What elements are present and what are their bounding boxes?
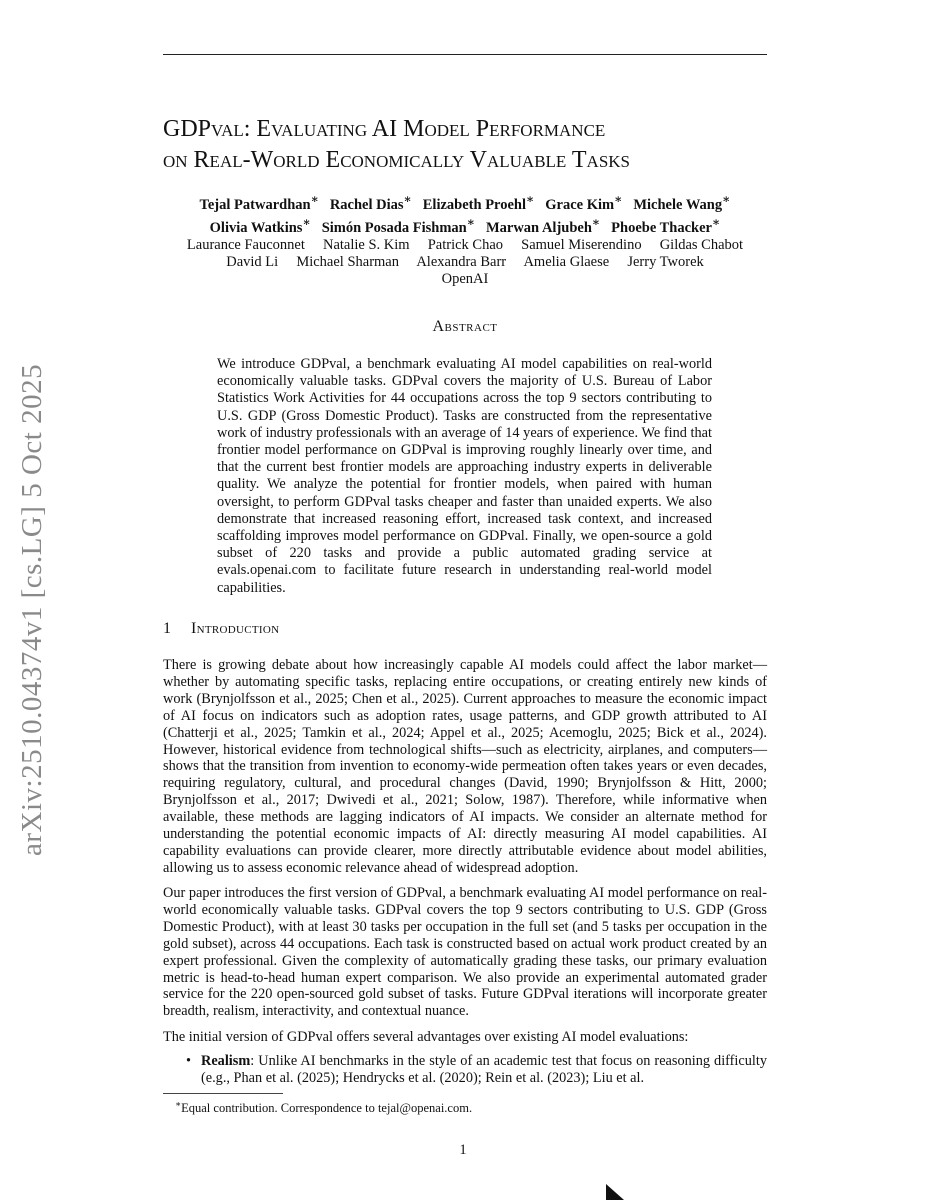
- section-number: 1: [163, 620, 172, 637]
- author-name: Michele Wang: [633, 196, 723, 213]
- intro-paragraph-1: There is growing debate about how increasingly capable AI models could affect the labor market—whether by automating specific tasks, replacing entire occupations, or creating entirely new kinds of work (Brynjolfsson et al., 2025; Chen et al., 2025). Current approaches to measure the economic impact of AI focus on indicators such as adoption rates, usage patterns, and GDP growth attributed to AI (Chatterji et al., 2025; Tamkin et al., 2024; Appel et al., 2025; Acemoglu, 2025; Bick et al., 2024). However, historical evidence from technological shifts—such as electricity, airplanes, and computers—shows that the transition from invention to economy-wide permeation often takes years or even decades, requiring regulatory, cultural, and procedural changes (David, 1990; Brynjolfsson & Hitt, 2000; Brynjolfsson et al., 2017; Dwivedi et al., 2021; Solow, 1987). Therefore, while informative when available, these methods are lagging indicators of AI impacts. We consider an alternate method for understanding the potential economic impacts of AI: directly measuring AI model capabilities. AI capability evaluations can provide clearer, more directly attributable evidence about model abilities, allowing us to assess economic relevance ahead of widespread adoption.: [163, 657, 767, 876]
- title-line-1: GDPval: Evaluating AI Model Performance: [163, 116, 606, 142]
- bullet-label: Realism: [201, 1053, 251, 1069]
- page-number: 1: [459, 1142, 467, 1158]
- author-name: Grace Kim: [545, 196, 615, 213]
- paper-title: [163, 114, 783, 176]
- author-row-4: [163, 254, 767, 271]
- footnote-marker: ∗: [175, 1099, 182, 1109]
- footnote-rule: [163, 1093, 283, 1094]
- author-name: Laurance Fauconnet: [186, 236, 305, 253]
- title-line-2: on Real-World Economically Valuable Tasks: [163, 147, 631, 173]
- author-name: Elizabeth Proehl: [422, 196, 527, 213]
- footnote: [175, 1097, 472, 1116]
- author-name: Simón Posada Fishman: [321, 219, 467, 236]
- author-name: Michael Sharman: [296, 253, 399, 270]
- author-name: Patrick Chao: [427, 236, 504, 253]
- abstract-text: We introduce GDPval, a benchmark evaluating AI model capabilities on real-world economically valuable tasks. GDPval covers the majority of U.S. Bureau of Labor Statistics Work Activities for 44 occupations across the top 9 sectors contributing to U.S. GDP (Gross Domestic Product). Tasks are constructed from the representative work of industry professionals with an average of 14 years of experience. We find that frontier model performance on GDPval is improving roughly linearly over time, and that the current best frontier models are approaching industry experts in deliverable quality. We analyze the potential for frontier models, when paired with human oversight, to perform GDPval tasks cheaper and faster than unaided experts. We also demonstrate that increased reasoning effort, increased task context, and increased scaffolding improves model performance on GDPval. Finally, we open-source a gold subset of 220 tasks and provide a public automated grading service at evals.openai.com to facilitate future research in understanding real-world model capabilities.: [217, 356, 712, 596]
- intro-paragraph-3: The initial version of GDPval offers several advantages over existing AI model evaluations:: [163, 1029, 689, 1045]
- author-row-2: Olivia Watkins∗ Simón Posada Fishman∗ Marwan Aljubeh∗ Phoebe Thacker∗: [209, 214, 721, 236]
- intro-paragraph-2: Our paper introduces the first version of GDPval, a benchmark evaluating AI model performance on real-world economically valuable tasks. GDPval covers the top 9 sectors contributing to U.S. GDP (Gross Domestic Product), with at least 30 tasks per occupation in the full set (and 5 tasks per occupation in the gold subset), across 44 occupations. Each task is constructed based on actual work product created by an expert professional. Given the complexity of automatically grading these tasks, our primary evaluation metric is head-to-head human expert comparison. We also provide an experimental automated grader service for the 220 open-sourced gold subset of tasks. Future GDPval iterations will incorporate greater breadth, realism, interactivity, and contextual nuance.: [163, 885, 767, 1020]
- author-name: Tejal Patwardhan: [199, 196, 311, 213]
- author-name: Natalie S. Kim: [323, 236, 410, 253]
- top-rule: [163, 54, 767, 55]
- author-row-1: Tejal Patwardhan∗ Rachel Dias∗ Elizabeth Proehl∗ Grace Kim∗ Michele Wang∗: [199, 192, 731, 213]
- author-name: Olivia Watkins: [209, 219, 303, 236]
- section-heading-introduction: [163, 620, 279, 638]
- author-name: Marwan Aljubeh: [485, 219, 592, 236]
- author-name: Rachel Dias: [329, 196, 404, 213]
- bullet-icon: •: [186, 1053, 192, 1069]
- author-name: Alexandra Barr: [416, 253, 507, 270]
- bullet-text: : Unlike AI benchmarks in the style of an academic test that focus on reasoning difficulty (e.g., Phan et al. (2025); Hendrycks et al. (2020); Rein et al. (2023); Liu et al.: [201, 1053, 767, 1086]
- author-name: Gildas Chabot: [659, 236, 744, 253]
- author-name: Jerry Tworek: [627, 253, 704, 270]
- section-title: Introduction: [191, 620, 280, 637]
- author-list: [163, 191, 767, 288]
- mouse-cursor-icon: [604, 1184, 626, 1200]
- author-name: Samuel Miserendino: [521, 236, 642, 253]
- footnote-text: Equal contribution. Correspondence to tejal@openai.com.: [181, 1101, 473, 1116]
- author-name: David Li: [226, 253, 279, 270]
- author-row-3: [163, 237, 767, 254]
- abstract-heading: Abstract: [432, 318, 498, 335]
- arxiv-identifier[interactable]: arXiv:2510.04374v1 [cs.LG] 5 Oct 2025: [16, 363, 48, 856]
- author-name: Phoebe Thacker: [611, 219, 712, 236]
- list-item-realism: [186, 1053, 767, 1087]
- affiliation: OpenAI: [441, 270, 489, 287]
- author-name: Amelia Glaese: [523, 253, 610, 270]
